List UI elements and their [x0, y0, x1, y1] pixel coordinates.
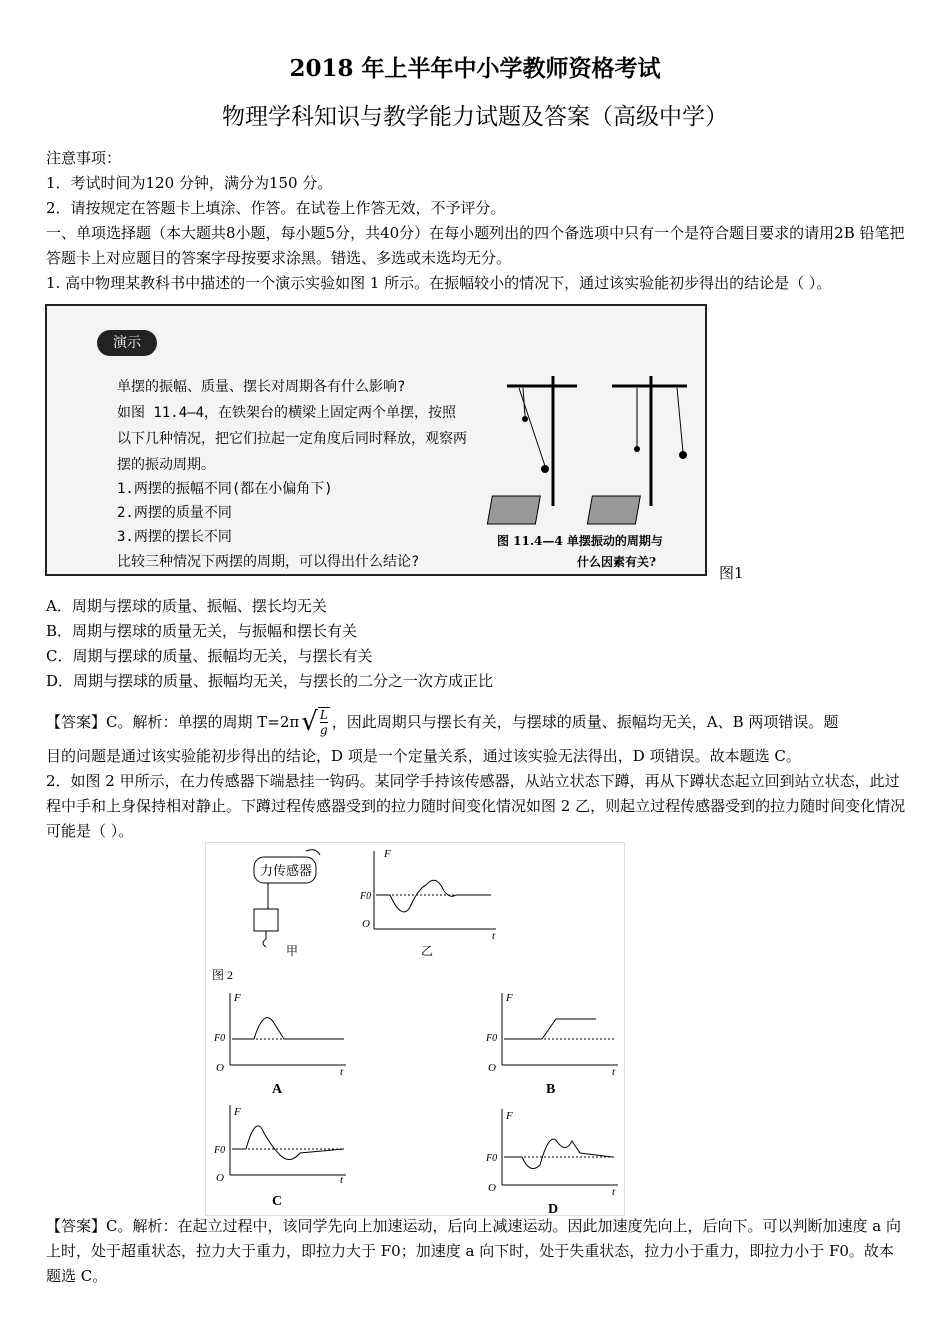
q1-option-c: C．周期与摆球的质量、振幅均无关，与摆长有关	[46, 647, 373, 665]
graph-d-axis-t: t	[612, 1186, 616, 1198]
yi-axis-t: t	[492, 930, 496, 942]
option-label-c: C	[272, 1194, 283, 1209]
graph-d-axis-f: F	[506, 1110, 513, 1122]
figure-1-label: 图1	[719, 564, 744, 582]
title-line-2: 物理学科知识与教学能力试题及答案（高级中学）	[222, 104, 728, 130]
label-yi: 乙	[421, 944, 434, 958]
figure-1-text-line: 单摆的振幅、质量、摆长对周期各有什么影响?	[117, 379, 406, 395]
yi-axis-o: O	[362, 918, 370, 930]
option-label-a: A	[272, 1082, 283, 1097]
q2-stem: 2．如图 2 甲所示，在力传感器下端悬挂一钩码。某同学手持该传感器，从站立状态下蹲，再从下蹲状态起立回到站立状态，此过程中手和上身保持相对静止。下蹲过程传感器受到的拉力随时间变化情况如图 2 乙，则起立过程传感器受到的拉力随时间变化情况可能是（ ）。	[46, 772, 906, 840]
graph-d-axis-o: O	[488, 1182, 496, 1194]
formula-denominator: g	[319, 723, 328, 737]
option-label-b: B	[546, 1082, 556, 1097]
q1-answer-part-2: ，因此周期只与摆长有关，与摆球的质量、振幅均无关，A、B 两项错误。题	[331, 712, 839, 731]
figure-1-caption-2: 什么因素有关?	[577, 555, 657, 569]
figure-1-text-line: 如图 11.4—4，在铁架台的横梁上固定两个单摆，按照	[117, 405, 456, 421]
figure-1-text-line: 3.两摆的摆长不同	[117, 529, 232, 545]
graph-a-axis-f: F	[234, 992, 241, 1004]
q1-answer-part-1: 【答案】C。解析：单摆的周期 T=2π	[46, 712, 300, 731]
figure-2-label: 图 2	[212, 968, 234, 982]
figure-1-text-line: 摆的振动周期。	[117, 457, 215, 473]
q1-option-b: B．周期与摆球的质量无关，与振幅和摆长有关	[46, 622, 358, 640]
graph-a-axis-o: O	[216, 1062, 224, 1074]
graph-a-axis-t: t	[340, 1066, 344, 1078]
formula-numerator: L	[319, 708, 328, 722]
figure-2	[205, 842, 625, 1216]
figure-2-drawing	[206, 843, 624, 1215]
sqrt-formula: √ $\frac{L}{g}$	[301, 707, 328, 737]
figure-1-text-line: 2.两摆的质量不同	[117, 505, 232, 521]
figure-1-caption-1: 图 11.4—4 单摆振动的周期与	[497, 534, 663, 548]
figure-1	[45, 304, 707, 576]
option-label-d: D	[548, 1202, 559, 1215]
graph-c-axis-t: t	[340, 1174, 344, 1186]
graph-c-axis-f0: F0	[214, 1145, 226, 1156]
q1-answer-part-3: 目的问题是通过该实验能初步得出的结论，D 项是一个定量关系，通过该实验无法得出，D 项错误。故本题选 C。	[46, 747, 801, 765]
figure-1-text-line: 1.两摆的振幅不同(都在小偏角下)	[117, 481, 333, 497]
sensor-label: 力传感器	[260, 863, 313, 878]
figure-1-text-line: 以下几种情况，把它们拉起一定角度后同时释放，观察两	[117, 431, 467, 447]
graph-b-axis-t: t	[612, 1066, 616, 1078]
q2-answer: 【答案】C。解析：在起立过程中，该同学先向上加速运动，后向上减速运动。因此加速度先向上，后向下。可以判断加速度 a 向上时，处于超重状态，拉力大于重力，即拉力大于 F0；加速度 a 向下时，处于失重状态，拉力小于重力，即拉力小于 F0。故本题选 C。	[46, 1217, 901, 1285]
graph-d-axis-f0: F0	[486, 1153, 498, 1164]
q1-option-a: A．周期与摆球的质量、振幅、摆长均无关	[46, 597, 327, 615]
label-jia: 甲	[286, 944, 299, 958]
notice-heading: 注意事项：	[46, 149, 122, 167]
q1-option-d: D．周期与摆球的质量、振幅均无关，与摆长的二分之一次方成正比	[46, 672, 494, 690]
notice-item-2: 2．请按规定在答题卡上填涂、作答。在试卷上作答无效，不予评分。	[46, 199, 506, 217]
yi-axis-f: F	[384, 848, 391, 860]
notice-item-1: 1．考试时间为120 分钟，满分为150 分。	[46, 174, 333, 192]
q1-answer-line	[46, 707, 838, 737]
graph-b-axis-f0: F0	[486, 1033, 498, 1044]
figure-1-text-line: 比较三种情况下两摆的周期，可以得出什么结论?	[117, 554, 420, 570]
graph-c-axis-f: F	[234, 1106, 241, 1118]
title-line-1: 2018 年上半年中小学教师资格考试	[289, 55, 661, 82]
graph-c-axis-o: O	[216, 1172, 224, 1184]
graph-a-axis-f0: F0	[214, 1033, 226, 1044]
section-intro: 一、单项选择题（本大题共8小题，每小题5分，共40分）在每小题列出的四个备选项中只有一个是符合题目要求的请用2B 铅笔把答题卡上对应题目的答案字母按要求涂黑。错选、多选或未选均无分。	[46, 224, 905, 267]
graph-b-axis-o: O	[488, 1062, 496, 1074]
q1-stem: 1. 高中物理某教科书中描述的一个演示实验如图 1 所示。在振幅较小的情况下，通过该实验能初步得出的结论是（ ）。	[46, 274, 832, 292]
demo-badge: 演示	[97, 330, 157, 356]
graph-b-axis-f: F	[506, 992, 513, 1004]
yi-axis-f0: F0	[360, 891, 372, 902]
